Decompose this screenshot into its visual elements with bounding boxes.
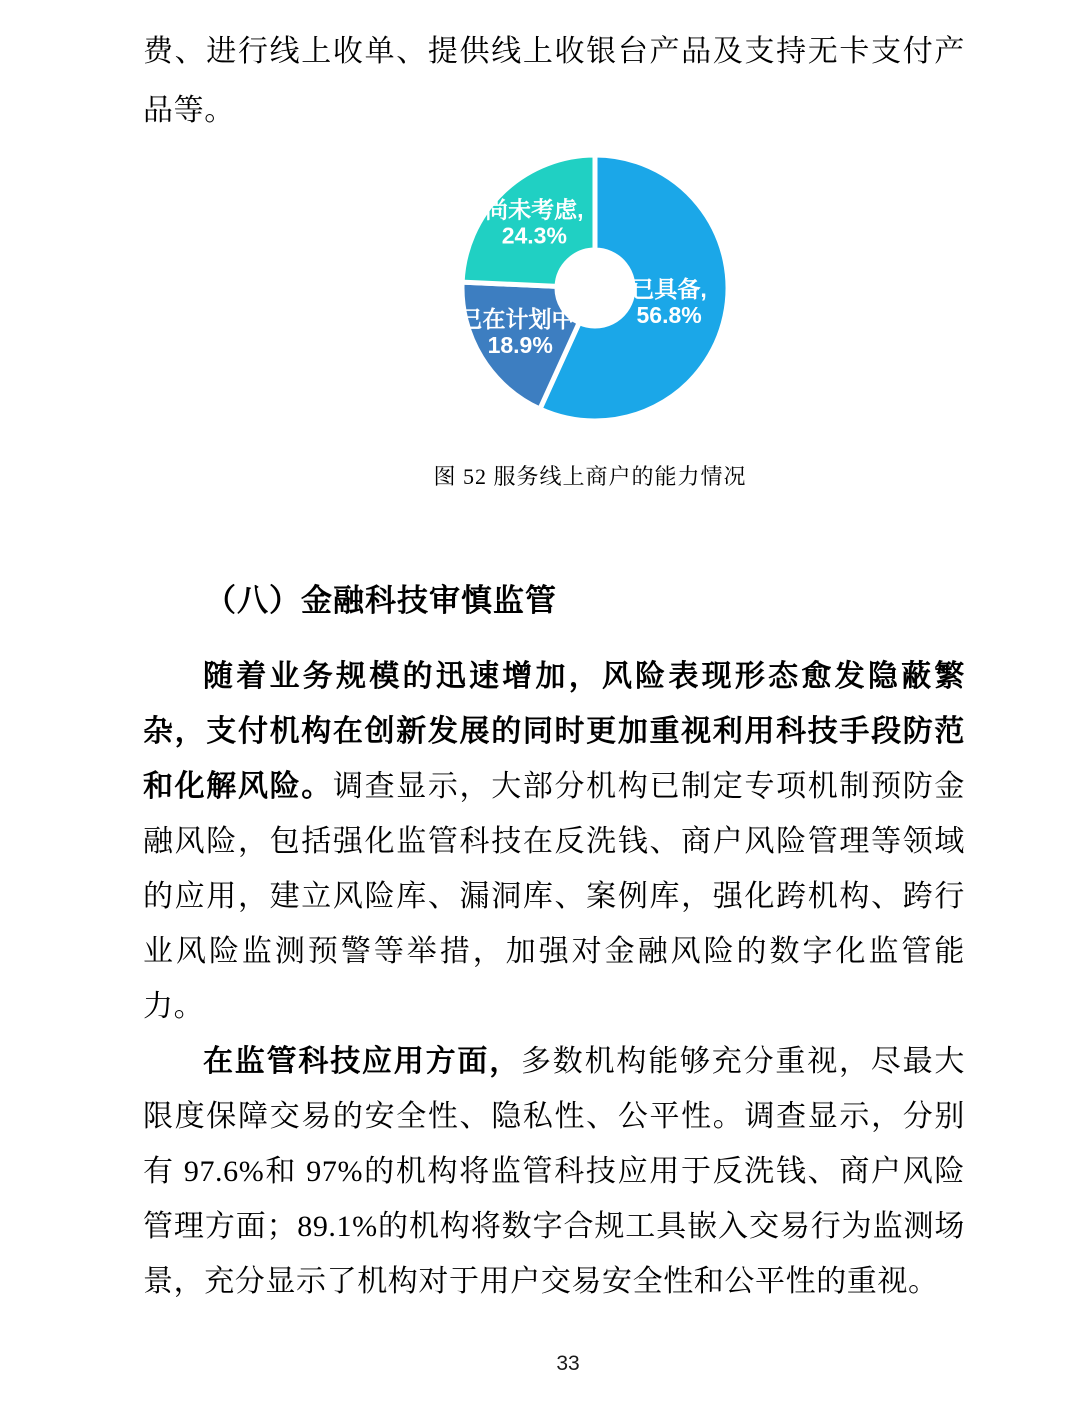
paragraph-2-normal-text: 多数机构能够充分重视，尽最大限度保障交易的安全性、隐私性、公平性。调查显示，分别有 97.6%和 97%的机构将监管科技应用于反洗钱、商户风险管理方面；89.1%的机构将数字合规工具嵌入交易行为监测场景，充分显示了机构对于用户交易安全性和公平性的重视。	[143, 1045, 965, 1298]
donut-chart	[435, 143, 755, 433]
figure-caption: 图 52 服务线上商户的能力情况	[433, 464, 747, 489]
paragraph-1	[143, 649, 965, 1034]
pie-slice-label-1: 已具备, 56.8%	[631, 276, 707, 329]
paragraph-2-bold-lead: 在监管科技应用方面，	[203, 1045, 521, 1078]
section-heading: （八）金融科技审慎监管	[205, 583, 557, 618]
page-number: 33	[556, 1352, 580, 1375]
figure-52	[143, 143, 965, 493]
paragraph-1-normal-text: 调查显示，大部分机构已制定专项机制预防金融风险，包括强化监管科技在反洗钱、商户风险管理等领域的应用，建立风险库、漏洞库、案例库，强化跨机构、跨行业风险监测预警等举措，加强对金融风险的数字化监管能力。	[143, 770, 965, 1023]
pie-slice-label-3: 尚未考虑, 24.3%	[485, 196, 584, 249]
donut-chart-svg	[435, 143, 755, 433]
paragraph-2	[143, 1034, 965, 1309]
intro-paragraph: 费、进行线上收单、提供线上收银台产品及支持无卡支付产品等。	[143, 35, 965, 127]
pie-slice-label-2: 已在计划中, 18.9%	[459, 305, 581, 358]
paragraph-1-bold-lead: 随着业务规模的迅速增加，风险表现形态愈发隐蔽繁杂，支付机构在创新发展的同时更加重视利用科技手段防范和化解风险。	[143, 660, 965, 803]
